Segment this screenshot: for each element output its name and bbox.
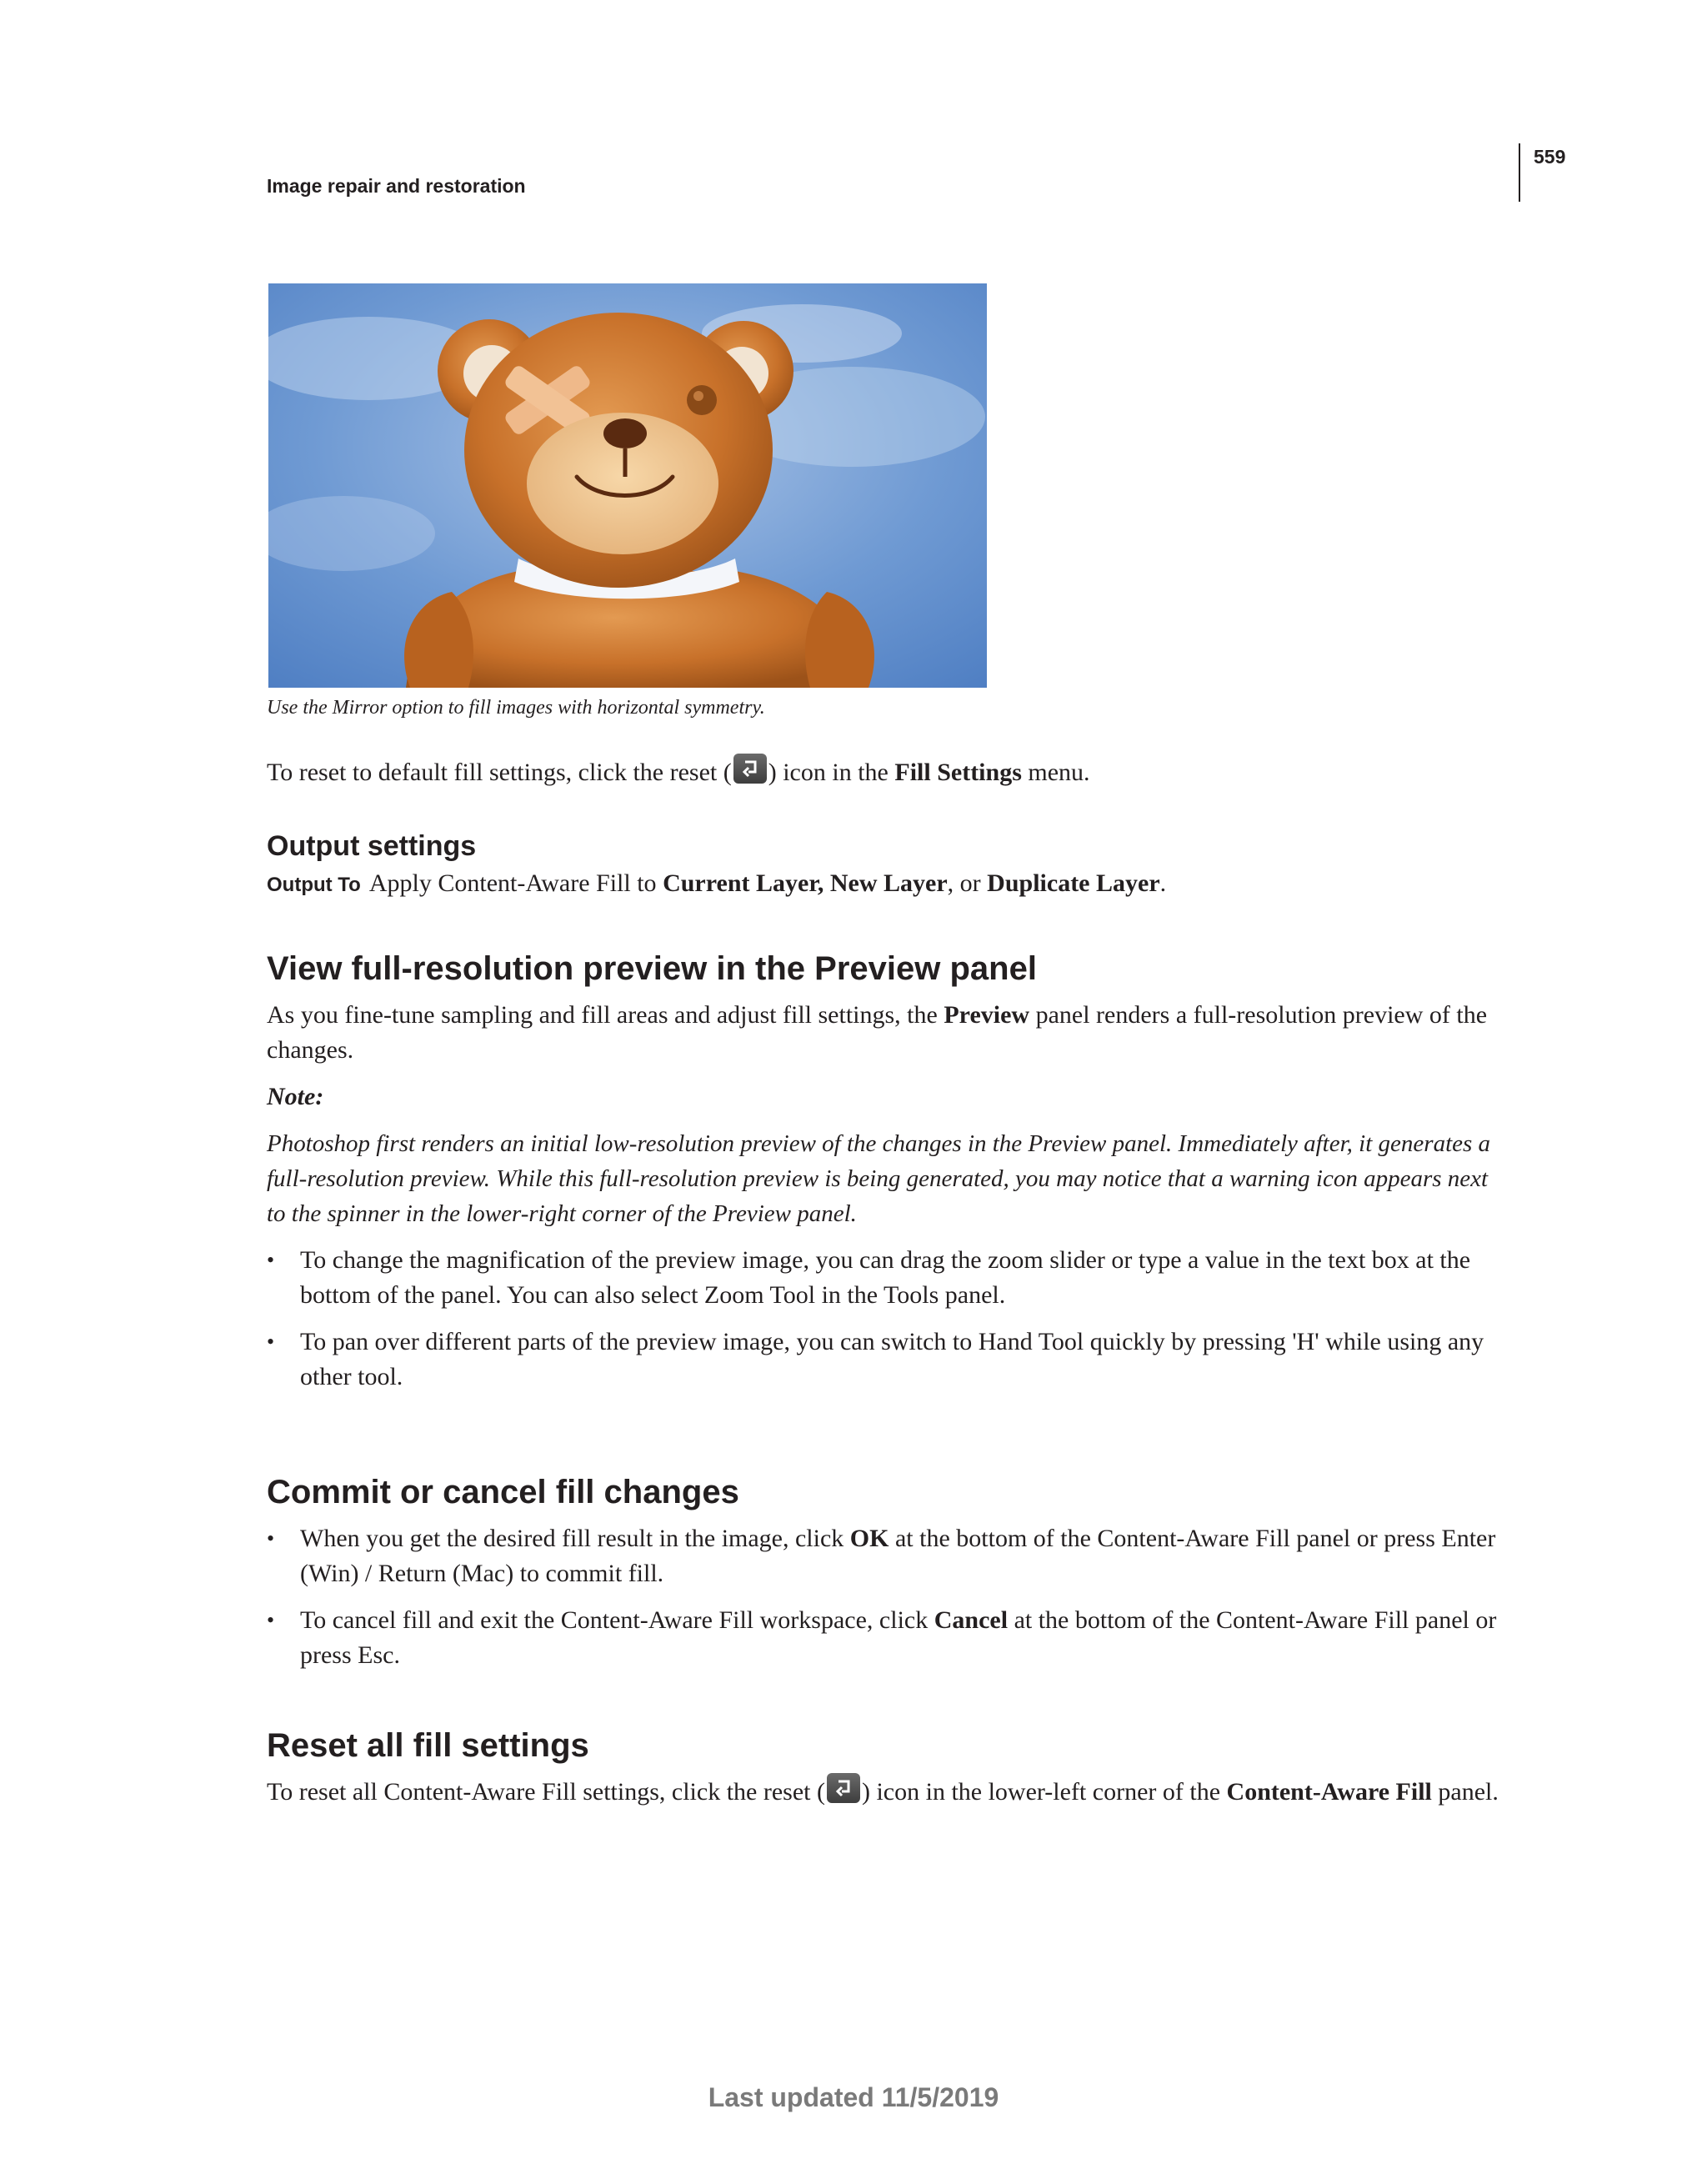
list-item: • To change the magnification of the preview image, you can drag the zoom slider or type a value in the text box at the bottom of the panel. You can also select Zoom Tool in the Tools panel. (267, 1243, 1509, 1313)
list-item (267, 1603, 1509, 1673)
duplicate-layer-bold: Duplicate Layer (987, 869, 1160, 897)
cancel-text: To cancel fill and exit the Content-Aware Fill workspace, click (300, 1606, 934, 1634)
note-text: Photoshop first renders an initial low-resolution preview of the changes in the Preview panel. Immediately after, it generates a full-resolution preview. While this full-resolution preview is being generated, you may notice that a warning icon appears next to the spinner in the lower-right corner of the Preview panel. (267, 1130, 1491, 1227)
teddy-bear-photo (268, 283, 987, 688)
list-item (267, 1521, 1509, 1591)
footer-last-updated: Last updated 11/5/2019 (708, 2082, 999, 2112)
reset-section (267, 1727, 1509, 1810)
output-to-mid: , or (947, 869, 988, 897)
content-aware-fill-term: Content-Aware Fill (1226, 1778, 1432, 1806)
reset-all-end: panel. (1431, 1778, 1499, 1806)
commit-text: When you get the desired fill result in the image, click (300, 1525, 850, 1552)
preview-bullet-list (267, 1243, 1509, 1395)
preview-para-end: panel renders a full-resolution preview of the changes. (267, 1001, 1488, 1064)
reset-para-text-2: ) icon in the (768, 759, 895, 786)
header-divider (1519, 143, 1520, 202)
preview-paragraph (267, 998, 1509, 1068)
reset-fill-paragraph (267, 754, 1509, 790)
reset-heading: Reset all fill settings (267, 1727, 589, 1764)
cancel-text-end: at the bottom of the Content-Aware Fill panel or press Esc. (300, 1606, 1497, 1669)
output-settings-heading: Output settings (267, 830, 477, 862)
reset-para-text: To reset to default fill settings, click the reset ( (267, 759, 732, 786)
page-number: 559 (1534, 146, 1566, 168)
preview-term: Preview (944, 1001, 1030, 1029)
commit-text-end: at the bottom of the Content-Aware Fill panel or press Enter (Win) / Return (Mac) to commit fill. (300, 1525, 1496, 1587)
figure-caption: Use the Mirror option to fill images with horizontal symmetry. (267, 697, 765, 719)
fill-settings-term: Fill Settings (894, 759, 1022, 786)
reset-all-text-2: ) icon in the lower-left corner of the (861, 1778, 1227, 1806)
output-to-end: . (1159, 869, 1167, 897)
reset-icon (827, 1773, 860, 1803)
layer-options-bold: Current Layer, New Layer (663, 869, 948, 897)
reset-all-text: To reset all Content-Aware Fill settings, click the reset ( (267, 1778, 825, 1806)
output-to-term: Output To (267, 874, 361, 896)
running-head: Image repair and restoration (267, 175, 526, 197)
commit-bullet-list (267, 1521, 1509, 1673)
commit-heading: Commit or cancel fill changes (267, 1474, 739, 1510)
preview-para-text: As you fine-tune sampling and fill areas and adjust fill settings, the (267, 1001, 944, 1029)
output-settings-section (267, 830, 1509, 903)
preview-section (267, 950, 1509, 1406)
reset-para-end: menu. (1021, 759, 1090, 786)
ok-term: OK (849, 1525, 889, 1552)
note-label: Note: (267, 1083, 324, 1110)
reset-all-paragraph (267, 1773, 1509, 1810)
output-to-text: Apply Content-Aware Fill to (368, 869, 663, 897)
commit-section (267, 1474, 1509, 1685)
output-to-line (267, 866, 1509, 903)
cancel-term: Cancel (934, 1606, 1009, 1634)
preview-heading: View full-resolution preview in the Preview panel (267, 950, 1037, 987)
list-item: • To pan over different parts of the preview image, you can switch to Hand Tool quickly by pressing 'H' while using any other tool. (267, 1325, 1509, 1395)
reset-icon (733, 754, 767, 784)
